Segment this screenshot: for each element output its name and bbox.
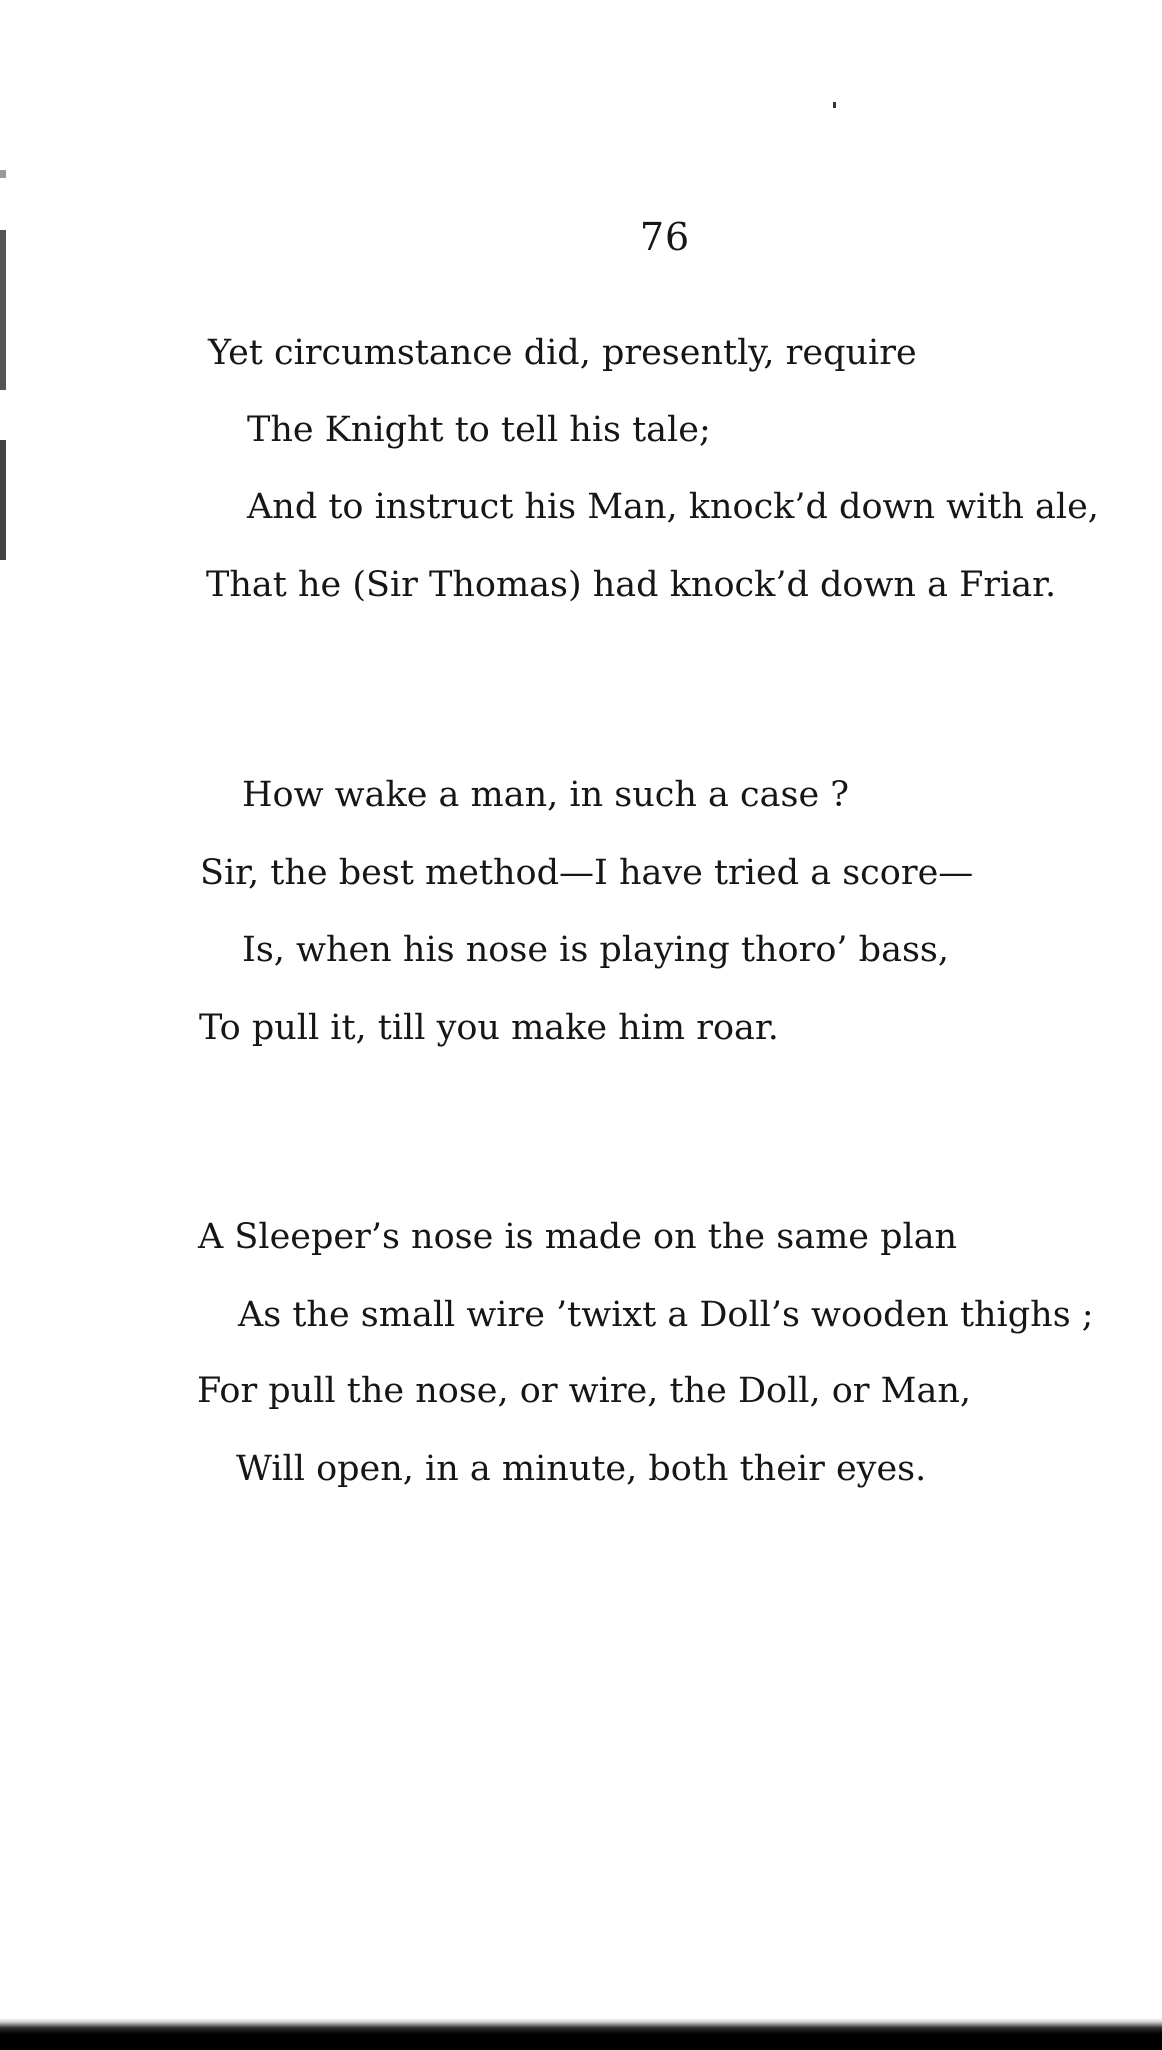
poem-line: The Knight to tell his tale; — [247, 410, 711, 450]
scan-left-edge — [0, 60, 6, 580]
poem-line: Is, when his nose is playing thoro’ bass, — [242, 930, 949, 970]
poem-line: For pull the nose, or wire, the Doll, or Man, — [197, 1371, 972, 1411]
poem-line: How wake a man, in such a case ? — [242, 775, 850, 815]
poem-line: Sir, the best method—I have tried a score— — [200, 853, 974, 893]
poem-line: To pull it, till you make him roar. — [199, 1008, 779, 1048]
poem-line: Yet circumstance did, presently, require — [208, 333, 917, 373]
scan-bottom-edge — [0, 2018, 1162, 2050]
poem-line: That he (Sir Thomas) had knock’d down a Friar. — [206, 565, 1057, 605]
poem-line: Will open, in a minute, both their eyes. — [236, 1449, 927, 1489]
poem-line: And to instruct his Man, knock’d down with ale, — [247, 487, 1099, 527]
page-number: 76 — [639, 215, 691, 259]
scan-speck — [833, 102, 836, 108]
poem-line: A Sleeper’s nose is made on the same plan — [198, 1217, 958, 1257]
poem-line: As the small wire ’twixt a Doll’s wooden thighs ; — [238, 1295, 1094, 1335]
